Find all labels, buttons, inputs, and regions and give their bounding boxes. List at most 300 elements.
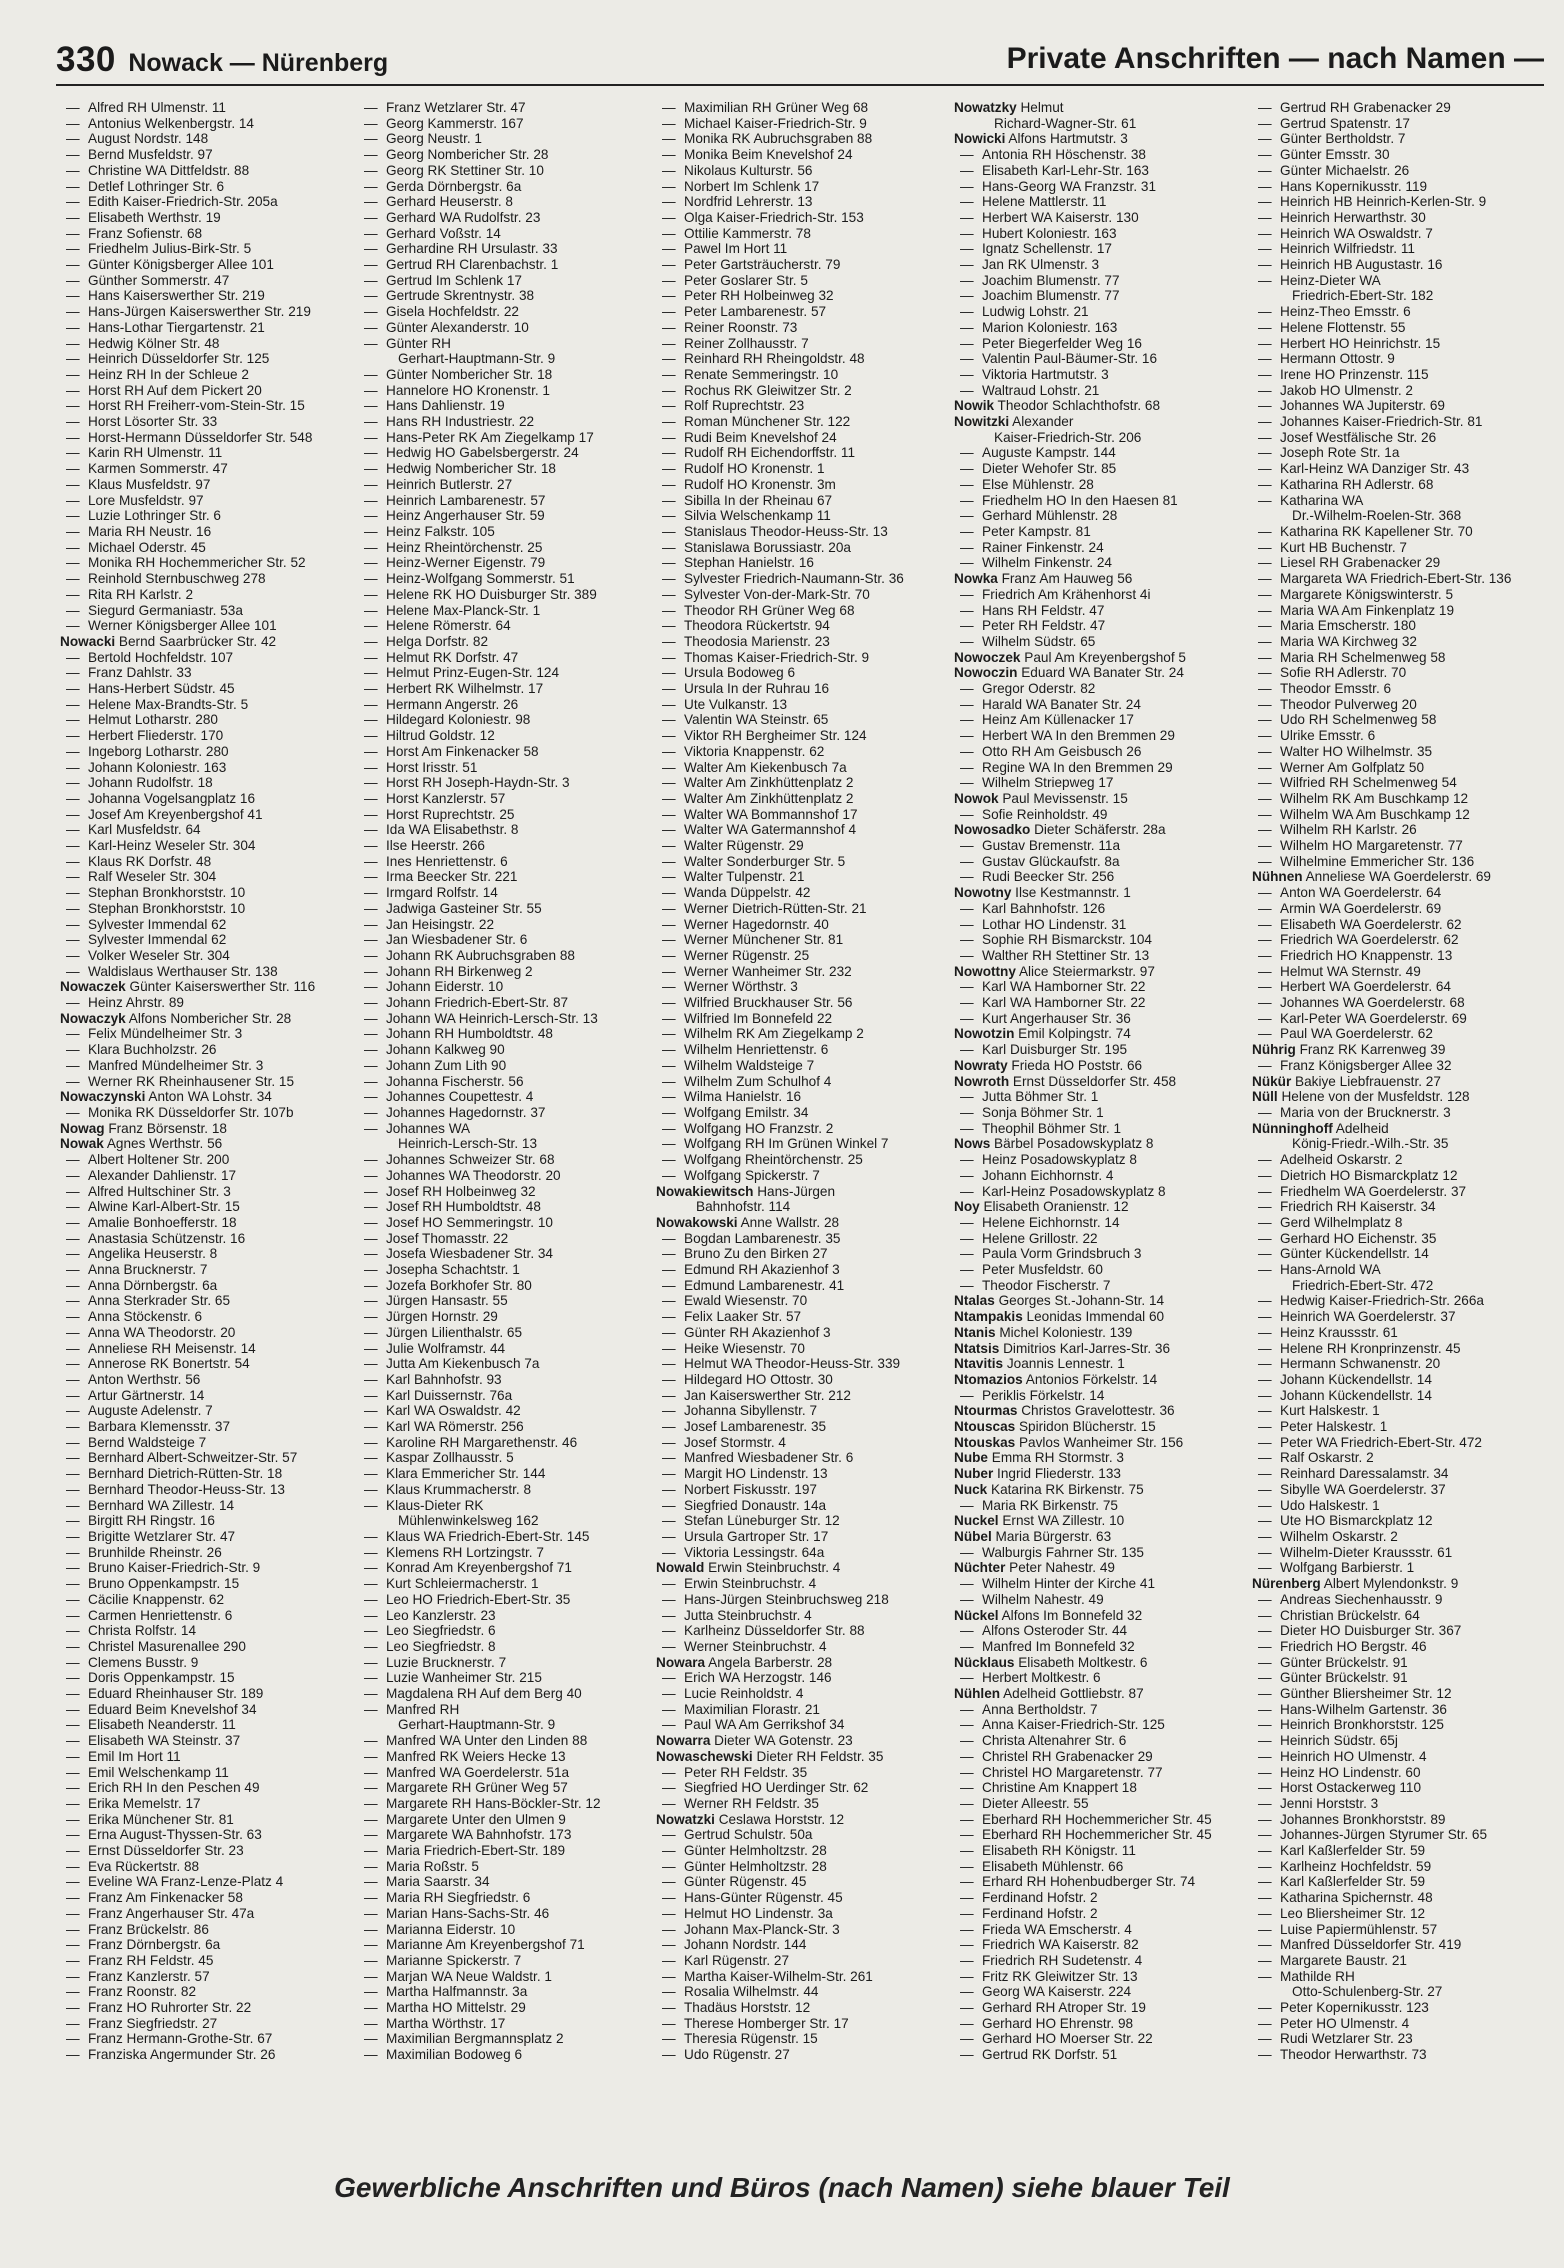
listing-entry <box>60 1450 358 1466</box>
listing-entry <box>358 1199 656 1215</box>
listing-entry <box>358 917 656 933</box>
listing-entry <box>1252 1890 1550 1906</box>
dash-mark: — <box>66 1293 80 1309</box>
listing-entry <box>60 1560 358 1576</box>
entry-text: Rolf Ruprechtstr. 23 <box>684 398 805 414</box>
listing-entry <box>60 116 358 132</box>
entry-text: Herbert Fliederstr. 170 <box>88 728 224 744</box>
surname: Nowicki <box>954 131 1006 147</box>
dash-mark: — <box>364 1230 378 1246</box>
listing-entry <box>60 1356 358 1372</box>
dash-mark: — <box>364 1968 378 1984</box>
listing-entry <box>656 288 954 304</box>
dash-mark: — <box>960 947 974 963</box>
entry-text: Peter HO Ulmenstr. 4 <box>1280 2015 1410 2031</box>
dash-mark: — <box>662 162 676 178</box>
entry-text: Helene Mattlerstr. 11 <box>982 194 1107 210</box>
dash-mark: — <box>364 1387 378 1403</box>
surname-entry <box>656 1812 954 1828</box>
entry-text: Johann Rudolfstr. 18 <box>88 775 213 791</box>
dash-mark: — <box>960 461 974 477</box>
dash-mark: — <box>66 1748 80 1764</box>
entry-text: Luise Papiermühlenstr. 57 <box>1280 1921 1438 1937</box>
entry-text: Waldislaus Werthauser Str. 138 <box>88 963 278 979</box>
dash-mark: — <box>960 194 974 210</box>
entry-text: Hedwig Kaiser-Friedrich-Str. 266a <box>1280 1293 1484 1309</box>
entry-text: Jutta Am Kiekenbusch 7a <box>386 1356 540 1372</box>
dash-mark: — <box>1258 1638 1272 1654</box>
dash-mark: — <box>66 838 80 854</box>
dash-mark: — <box>364 1654 378 1670</box>
entry-text: Antonia RH Höschenstr. 38 <box>982 147 1146 163</box>
dash-mark: — <box>1258 743 1272 759</box>
entry-text: Theophil Böhmer Str. 1 <box>982 1120 1122 1136</box>
listing-entry <box>60 1529 358 1545</box>
listing-entry <box>954 540 1252 556</box>
entry-text: Leo HO Friedrich-Ebert-Str. 35 <box>386 1591 571 1607</box>
dash-mark: — <box>364 681 378 697</box>
surname-entry <box>954 1655 1252 1671</box>
entry-text: Paula Vorm Grindsbruch 3 <box>982 1246 1142 1262</box>
entry-text: Gisela Hochfeldstr. 22 <box>386 304 519 320</box>
entry-text: Josef Am Kreyenbergshof 41 <box>88 806 263 822</box>
dash-mark: — <box>364 696 378 712</box>
entry-text: Helmut HO Lindenstr. 3a <box>684 1905 833 1921</box>
dash-mark: — <box>1258 1544 1272 1560</box>
entry-text: Rochus RK Gleiwitzer Str. 2 <box>684 382 852 398</box>
listing-entry <box>60 1293 358 1309</box>
listing-entry <box>954 226 1252 242</box>
entry-text: Wolfgang Emilstr. 34 <box>684 1105 809 1120</box>
entry-text: Bahnhofstr. 114 <box>696 1199 791 1215</box>
listing-entry <box>954 1843 1252 1859</box>
dash-mark: — <box>662 131 676 147</box>
entry-text: Siegfried Donaustr. 14a <box>684 1497 827 1513</box>
listing-entry <box>656 634 954 650</box>
dash-mark: — <box>1258 1623 1272 1639</box>
dash-mark: — <box>1258 633 1272 649</box>
dash-mark: — <box>662 319 676 335</box>
entry-text: Hans-Arnold WA <box>1280 1262 1381 1278</box>
entry-text: Cäcilie Knappenstr. 62 <box>88 1591 225 1607</box>
listing-entry <box>358 1293 656 1309</box>
entry-text: Dietrich HO Bismarckplatz 12 <box>1280 1167 1458 1183</box>
listing-entry <box>60 2031 358 2047</box>
entry-text: Jenni Horststr. 3 <box>1280 1795 1379 1811</box>
surname: Ntomazios <box>954 1371 1023 1387</box>
dash-mark: — <box>960 1497 974 1513</box>
dash-mark: — <box>1258 822 1272 838</box>
surname-entry <box>954 964 1252 980</box>
listing-entry <box>1252 273 1550 289</box>
listing-entry <box>1252 540 1550 556</box>
entry-text: Julie Wolframstr. 44 <box>386 1340 506 1356</box>
dash-mark: — <box>662 1717 676 1733</box>
listing-entry <box>60 1576 358 1592</box>
dash-mark: — <box>66 1450 80 1466</box>
dash-mark: — <box>662 1042 676 1058</box>
entry-text: Helene Flottenstr. 55 <box>1280 319 1406 335</box>
listing-entry <box>60 1074 358 1090</box>
dash-mark: — <box>66 1324 80 1340</box>
surname: Nükür <box>1252 1073 1292 1089</box>
page-number: 330 <box>56 40 116 79</box>
entry-text: Hans-Peter RK Am Ziegelkamp 17 <box>386 429 594 445</box>
listing-entry <box>954 477 1252 493</box>
entry-text: Johann Kückendellstr. 14 <box>1280 1371 1432 1387</box>
entry-text: Josef Lambarenestr. 35 <box>684 1419 827 1435</box>
listing-entry <box>656 1450 954 1466</box>
listing-entry <box>60 1874 358 1890</box>
entry-text: Wolfgang Barbierstr. 1 <box>1280 1560 1415 1576</box>
entry-text: Michael Kaiser-Friedrich-Str. 9 <box>684 115 867 131</box>
dash-mark: — <box>1258 571 1272 587</box>
listing-entry <box>358 760 656 776</box>
dash-mark: — <box>364 1811 378 1827</box>
entry-text: Alfons Osteroder Str. 44 <box>982 1623 1128 1639</box>
entry-text: Margarete Baustr. 21 <box>1280 1952 1407 1968</box>
listing-entry <box>656 979 954 995</box>
entry-text: Viktoria Knappenstr. 62 <box>684 743 825 759</box>
entry-text: Jan RK Ulmenstr. 3 <box>982 257 1100 273</box>
dash-mark: — <box>662 1544 676 1560</box>
entry-text: Margit HO Lindenstr. 13 <box>684 1466 828 1482</box>
listing-entry <box>954 1859 1252 1875</box>
section-title: Private Anschriften — nach Namen — <box>1006 42 1544 75</box>
dash-mark: — <box>1258 241 1272 257</box>
listing-entry <box>1252 650 1550 666</box>
surname-entry <box>954 1136 1252 1152</box>
entry-text: Maximilian RH Grüner Weg 68 <box>684 100 869 115</box>
entry-text: Hans Dahlienstr. 19 <box>386 398 505 414</box>
dash-mark: — <box>364 822 378 838</box>
listing-entry <box>954 1121 1252 1137</box>
dash-mark: — <box>662 932 676 948</box>
dash-mark: — <box>1258 995 1272 1011</box>
surname-entry <box>954 650 1252 666</box>
listing-entry <box>358 273 656 289</box>
dash-mark: — <box>364 319 378 335</box>
entry-text: Herbert WA Goerdelerstr. 64 <box>1280 979 1451 995</box>
dash-mark: — <box>1258 1528 1272 1544</box>
entry-text: Wilhelm Finkenstr. 24 <box>982 555 1112 571</box>
listing-entry <box>656 791 954 807</box>
entry-text: Hans Kaiserswerther Str. 219 <box>88 288 265 304</box>
listing-entry <box>358 116 656 132</box>
entry-text: Paul WA Goerdelerstr. 62 <box>1280 1026 1433 1042</box>
surname: Nowoczin <box>954 665 1018 681</box>
entry-text: Karin RH Ulmenstr. 11 <box>88 445 223 461</box>
listing-entry <box>1252 461 1550 477</box>
dash-mark: — <box>364 728 378 744</box>
entry-text: Peter Musfeldstr. 60 <box>982 1262 1103 1278</box>
entry-text: Gustav Glückaufstr. 8a <box>982 853 1120 869</box>
surname: Nowatzki <box>656 1811 715 1827</box>
listing-entry <box>60 1403 358 1419</box>
entry-text: Hedwig Kölner Str. 48 <box>88 335 220 351</box>
entry-text: Friedrich HO Bergstr. 46 <box>1280 1638 1427 1654</box>
header-left <box>56 40 388 80</box>
entry-text: Hildegard Koloniestr. 98 <box>386 712 531 728</box>
dash-mark: — <box>960 602 974 618</box>
entry-text: Walter Am Kiekenbusch 7a <box>684 759 847 775</box>
listing-entry <box>954 383 1252 399</box>
listing-entry <box>954 1262 1252 1278</box>
entry-text: Anna WA Theodorstr. 20 <box>88 1324 236 1340</box>
listing-entry <box>1252 1498 1550 1514</box>
dash-mark: — <box>662 288 676 304</box>
listing-entry <box>358 728 656 744</box>
dash-mark: — <box>66 304 80 320</box>
entry-text: Eva Rückertstr. 88 <box>88 1858 200 1874</box>
listing-entry <box>358 1874 656 1890</box>
listing-entry <box>954 1639 1252 1655</box>
entry-text: Sylvester Immendal 62 <box>88 916 227 932</box>
listing-entry <box>60 1639 358 1655</box>
listing-entry <box>656 163 954 179</box>
listing-entry <box>1252 320 1550 336</box>
surname: Nürenberg <box>1252 1576 1321 1592</box>
listing-entry <box>1252 1843 1550 1859</box>
dash-mark: — <box>662 963 676 979</box>
entry-text: Norbert Fiskusstr. 197 <box>684 1481 817 1497</box>
dash-mark: — <box>662 1371 676 1387</box>
dash-mark: — <box>662 1434 676 1450</box>
entry-text: Heinrich HB Heinrich-Kerlen-Str. 9 <box>1280 194 1487 210</box>
dash-mark: — <box>960 838 974 854</box>
entry-text: Wilhelm Oskarstr. 2 <box>1280 1528 1398 1544</box>
entry-text: Reiner Zollhausstr. 7 <box>684 335 809 351</box>
entry-text: Günter Rügenstr. 45 <box>684 1874 807 1890</box>
surname: Ntalas <box>954 1293 995 1309</box>
entry-text: Gertrude Skrentnystr. 38 <box>386 288 535 304</box>
entry-text: Gertrud RK Dorfstr. 51 <box>982 2047 1118 2063</box>
listing-entry <box>656 398 954 414</box>
listing-entry <box>656 854 954 870</box>
surname-entry <box>954 791 1252 807</box>
dash-mark: — <box>960 508 974 524</box>
dash-mark: — <box>960 476 974 492</box>
listing-entry <box>60 681 358 697</box>
dash-mark: — <box>960 728 974 744</box>
listing-entry <box>60 1670 358 1686</box>
entry-text: Dieter Schäferstr. 28a <box>1030 822 1166 838</box>
header-rule <box>56 84 1544 86</box>
listing-entry <box>1252 1325 1550 1341</box>
dash-mark: — <box>66 1513 80 1529</box>
listing-entry <box>1252 1796 1550 1812</box>
entry-text: Rita RH Karlstr. 2 <box>88 586 193 602</box>
entry-text: Heinrich Düsseldorfer Str. 125 <box>88 351 270 367</box>
dash-mark: — <box>364 272 378 288</box>
listing-entry <box>656 210 954 226</box>
entry-text: Bernd Saarbrücker Str. 42 <box>115 633 277 649</box>
dash-mark: — <box>66 602 80 618</box>
dash-mark: — <box>1258 1340 1272 1356</box>
dash-mark: — <box>1258 838 1272 854</box>
entry-text: Maria Roßstr. 5 <box>386 1858 479 1874</box>
surname: Nowotny <box>954 885 1012 901</box>
dash-mark: — <box>960 1042 974 1058</box>
entry-text: Wilhelm Henriettenstr. 6 <box>684 1042 829 1058</box>
dash-mark: — <box>1258 461 1272 477</box>
entry-text: König-Friedr.-Wilh.-Str. 35 <box>1292 1136 1449 1152</box>
listing-entry <box>60 2047 358 2063</box>
entry-text: Josef Thomasstr. 22 <box>386 1230 509 1246</box>
dash-mark: — <box>662 2000 676 2016</box>
listing-entry <box>60 163 358 179</box>
entry-text: Heinz Falkstr. 105 <box>386 523 495 539</box>
listing-entry <box>656 1937 954 1953</box>
entry-text: Heinz Am Küllenacker 17 <box>982 712 1134 728</box>
listing-entry <box>954 555 1252 571</box>
entry-text: Jutta Böhmer Str. 1 <box>982 1089 1099 1105</box>
entry-text: Christa Rolfstr. 14 <box>88 1623 197 1639</box>
entry-text: Magdalena RH Auf dem Berg 40 <box>386 1686 582 1702</box>
listing-entry <box>358 964 656 980</box>
entry-text: Olga Kaiser-Friedrich-Str. 153 <box>684 209 864 225</box>
entry-text: Ferdinand Hofstr. 2 <box>982 1905 1098 1921</box>
dash-mark: — <box>66 696 80 712</box>
dash-mark: — <box>960 853 974 869</box>
entry-text: Franz Roonstr. 82 <box>88 1984 197 2000</box>
listing-entry <box>954 336 1252 352</box>
entry-text: Elisabeth Oranienstr. 12 <box>979 1199 1129 1215</box>
surname-entry <box>954 1560 1252 1576</box>
entry-text: Jakob HO Ulmenstr. 2 <box>1280 382 1413 398</box>
listing-entry <box>1252 1011 1550 1027</box>
listing-entry <box>1252 1309 1550 1325</box>
entry-text: Peter RH Holbeinweg 32 <box>684 288 834 304</box>
dash-mark: — <box>662 1089 676 1105</box>
entry-text: Siegurd Germaniastr. 53a <box>88 602 243 618</box>
surname-entry <box>1252 1042 1550 1058</box>
dash-mark: — <box>960 1701 974 1717</box>
entry-text: Erhard RH Hohenbudberger Str. 74 <box>982 1874 1196 1890</box>
entry-text: Edith Kaiser-Friedrich-Str. 205a <box>88 194 278 210</box>
listing-entry <box>954 979 1252 995</box>
surname-entry <box>954 1199 1252 1215</box>
listing-entry <box>358 241 656 257</box>
dash-mark: — <box>662 1105 676 1120</box>
listing-entry <box>358 665 656 681</box>
entry-text: Stanislaus Theodor-Heuss-Str. 13 <box>684 523 888 539</box>
dash-mark: — <box>66 1780 80 1796</box>
entry-text: Franz Am Finkenacker 58 <box>88 1890 243 1906</box>
dash-mark: — <box>662 995 676 1011</box>
listing-entry <box>656 1890 954 1906</box>
entry-text: Ferdinand Hofstr. 2 <box>982 1890 1098 1906</box>
dash-mark: — <box>364 1733 378 1749</box>
entry-text: Gertrud Spatenstr. 17 <box>1280 115 1410 131</box>
entry-text: Franz Dahlstr. 33 <box>88 665 192 681</box>
listing-entry <box>954 712 1252 728</box>
listing-entry <box>1252 1953 1550 1969</box>
listing-entry <box>60 257 358 273</box>
entry-text: Maria Emscherstr. 180 <box>1280 618 1416 634</box>
entry-text: Kurt Halskestr. 1 <box>1280 1403 1380 1419</box>
listing-entry <box>954 775 1252 791</box>
listing-entry <box>1252 1765 1550 1781</box>
dash-mark: — <box>1258 2047 1272 2063</box>
entry-text: Johann Eichhornstr. 4 <box>982 1167 1114 1183</box>
listing-entry <box>358 1827 656 1843</box>
listing-entry <box>1252 822 1550 838</box>
listing-entry <box>656 1168 954 1184</box>
dash-mark: — <box>1258 932 1272 948</box>
entry-text: Friedrich-Ebert-Str. 472 <box>1292 1277 1434 1293</box>
entry-text: Franz Am Hauweg 56 <box>997 571 1133 587</box>
listing-entry <box>358 336 656 352</box>
entry-text: Heinrich Wilfriedstr. 11 <box>1280 241 1415 257</box>
entry-text: Dimitrios Karl-Jarres-Str. 36 <box>999 1340 1171 1356</box>
listing-entry <box>1252 477 1550 493</box>
surname-entry <box>60 1136 358 1152</box>
listing-entry <box>358 461 656 477</box>
dash-mark: — <box>960 1921 974 1937</box>
entry-text: Karl Duisburger Str. 195 <box>982 1042 1128 1058</box>
dash-mark: — <box>662 1686 676 1702</box>
entry-text: Bogdan Lambarenestr. 35 <box>684 1230 841 1246</box>
dash-mark: — <box>364 1576 378 1592</box>
listing-entry <box>1252 728 1550 744</box>
listing-entry <box>60 1513 358 1529</box>
dash-mark: — <box>662 1450 676 1466</box>
listing-entry <box>1252 257 1550 273</box>
entry-text: Wilhelm RH Karlstr. 26 <box>1280 822 1417 838</box>
listing-entry <box>656 1026 954 1042</box>
listing-entry <box>1252 760 1550 776</box>
listing-entry <box>1252 194 1550 210</box>
dash-mark: — <box>364 1764 378 1780</box>
dash-mark: — <box>960 319 974 335</box>
entry-text: Peter Nahestr. 49 <box>1005 1560 1115 1576</box>
dash-mark: — <box>960 2015 974 2031</box>
dash-mark: — <box>1258 602 1272 618</box>
entry-text: Johann Kalkweg 90 <box>386 1042 505 1058</box>
listing-entry <box>1252 445 1550 461</box>
dash-mark: — <box>662 147 676 163</box>
dash-mark: — <box>66 209 80 225</box>
dash-mark: — <box>66 649 80 665</box>
listing-entry <box>656 1372 954 1388</box>
entry-text: Theodor Pulverweg 20 <box>1280 696 1417 712</box>
listing-entry <box>358 1560 656 1576</box>
dash-mark: — <box>662 304 676 320</box>
dash-mark: — <box>960 2047 974 2063</box>
dash-mark: — <box>364 2031 378 2047</box>
dash-mark: — <box>364 743 378 759</box>
dash-mark: — <box>960 1827 974 1843</box>
surname-entry <box>954 1325 1252 1341</box>
entry-text: Joachim Blumenstr. 77 <box>982 272 1120 288</box>
listing-entry <box>656 1576 954 1592</box>
dash-mark: — <box>66 932 80 948</box>
listing-entry <box>1252 1906 1550 1922</box>
entry-text: Gerhard Mühlenstr. 28 <box>982 508 1118 524</box>
dash-mark: — <box>662 1952 676 1968</box>
entry-text: Günter Emsstr. 30 <box>1280 147 1390 163</box>
listing-entry <box>1252 1184 1550 1200</box>
listing-entry <box>1252 1262 1550 1278</box>
entry-text: Albert Holtener Str. 200 <box>88 1152 230 1168</box>
listing-entry <box>60 1058 358 1074</box>
entry-text: Sofie Reinholdstr. 49 <box>982 806 1108 822</box>
entry-text: Helene Römerstr. 64 <box>386 618 511 634</box>
dash-mark: — <box>1258 790 1272 806</box>
surname: Nuckel <box>954 1513 999 1529</box>
dash-mark: — <box>662 1026 676 1042</box>
